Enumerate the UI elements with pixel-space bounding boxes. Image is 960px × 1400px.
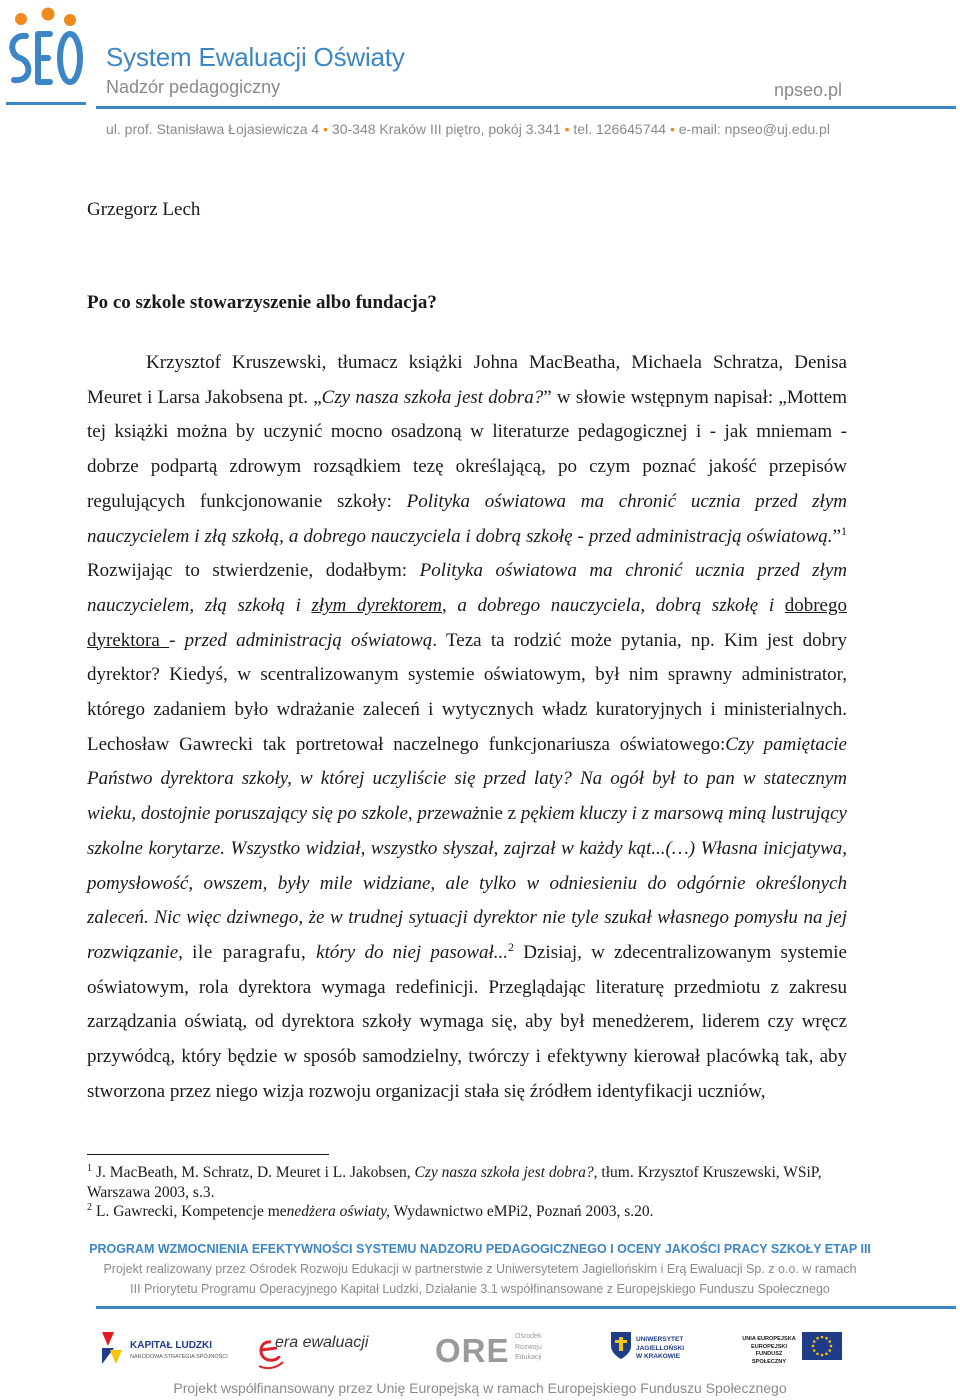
text-run: . Teza ta rodzić może pytania, np. Kim jest dobry dyrektor? Kiedyś, w scentralizowanym systemie oświatowym, był nim sprawny administrator, którego zadaniem było wdrażanie zaleceń i wytycznych władz kuratoryjnych i ministerialnych. Lechosław Gawrecki tak portretował naczelnego funkcjonariusza oświatowego: bbox=[87, 629, 847, 755]
separator-dot: • bbox=[669, 121, 675, 137]
uj-line: W KRAKOWIE bbox=[636, 1353, 681, 1360]
footnote-ref-2[interactable]: 2 bbox=[508, 939, 515, 954]
separator-dot: • bbox=[323, 121, 329, 137]
uj-line: JAGIELLOŃSKI bbox=[636, 1344, 685, 1352]
website-link[interactable]: npseo.pl bbox=[773, 80, 842, 100]
cofinancing-note: Projekt współfinansowany przez Unię Europejską w ramach Europejskiego Funduszu Społecznego bbox=[173, 1380, 787, 1396]
footnote-text: Wydawnictwo eMPi2, Poznań 2003, s.20. bbox=[390, 1203, 654, 1220]
uj-logo bbox=[610, 1330, 700, 1376]
ore-sub-line: Edukacji bbox=[515, 1354, 542, 1361]
program-line: III Priorytetu Programu Operacyjnego Kapitał Ludzki, Działanie 3.1 współfinansowane z Europejskiego Funduszu Społecznego bbox=[130, 1282, 830, 1296]
eu-line: FUNDUSZ SPOŁECZNY bbox=[751, 1351, 787, 1365]
italic-run: - przed administracją oświatową bbox=[169, 629, 433, 651]
address-email[interactable]: e-mail: npseo@uj.edu.pl bbox=[678, 121, 830, 137]
footnote-text: J. MacBeath, M. Schratz, D. Meuret i L. Jakobsen, bbox=[96, 1164, 415, 1181]
brand-subtitle: Nadzór pedagogiczny bbox=[106, 77, 281, 97]
letterhead bbox=[0, 0, 960, 150]
era-ewaluacji-logo bbox=[255, 1328, 385, 1374]
kapital-ludzki-subtitle: NARODOWA STRATEGIA SPÓJNOŚCI bbox=[130, 1354, 228, 1360]
ore-sub-line: Rozwoju bbox=[515, 1343, 542, 1351]
italic-run: , a dobrego nauczyciela, dobrą szkołę i bbox=[442, 594, 785, 616]
quote-run: pękiem kluczy i z marsową miną lustrujący szkolne korytarze. Wszystko widział, wszystko słyszał, zajrzał w każdy kąt...(…) Własna inicjatywa, pomysłowość, owszem, były mile widziane, ale tylko w odniesieniu do odgórnie określonych zaleceń. Nic więc dziwnego, że w trudnej sytuacji dyrektor nie tyle szukał własnego pomysłu na jej rozwiązanie, bbox=[87, 803, 847, 963]
text-run: Rozwijając to stwierdzenie, dodałbym: bbox=[87, 560, 420, 582]
text-run: Krzysztof Kruszewski, tłumacz książki Johna MacBeatha, Michaela Schratza, Denisa Meuret i Larsa Jakobsena pt. „ bbox=[87, 352, 847, 408]
ore-subtitle bbox=[515, 1332, 542, 1364]
header-divider bbox=[96, 106, 956, 109]
ore-sub-line: Ośrodek bbox=[515, 1333, 542, 1340]
era-ewaluacji-name: era ewaluacji bbox=[275, 1334, 369, 1351]
uj-crest-icon bbox=[610, 1330, 632, 1360]
underlined-run: dobrego dyrektora bbox=[87, 594, 847, 651]
footnote-ref-1[interactable]: 1 bbox=[841, 523, 847, 538]
program-info bbox=[0, 1240, 960, 1299]
address-city: 30-348 Kraków III piętro, pokój 3.341 bbox=[331, 121, 561, 137]
underlined-run: złym dyrektorem bbox=[311, 594, 443, 616]
eu-line: EUROPEJSKI bbox=[750, 1343, 788, 1350]
footnote-marker: 1 bbox=[87, 1163, 92, 1174]
footnote-italic: nedżera oświaty, bbox=[286, 1203, 390, 1220]
text-run: ile paragrafu, bbox=[192, 941, 317, 963]
text-run: Dzisiaj, w zdecentralizowanym systemie oświatowym, rola dyrektora wymaga redefinicji. Przeglądając literaturę przedmiotu z zakresu zarządzania oświatą, od dyrektora szkoły wymaga się, aby był menedżerem, liderem czy wręcz przywódcą, który będzie w sposób samodzielny, twórczy i efektywny kierował placówką tak, aby stworzona przez niego wizja rozwoju organizacji stała się źródłem identyfikacji uczniów, bbox=[87, 941, 847, 1102]
text-run: ” bbox=[832, 525, 841, 547]
kapital-ludzki-logo bbox=[100, 1330, 230, 1376]
footnote-marker: 2 bbox=[87, 1202, 92, 1213]
quote-run: który do niej pasował... bbox=[316, 941, 509, 963]
document-title: Po co szkole stowarzyszenie albo fundacja? bbox=[87, 292, 437, 313]
eu-flag-icon bbox=[802, 1332, 842, 1360]
italic-run: Czy nasza szkoła jest dobra? bbox=[321, 386, 544, 408]
uj-name bbox=[636, 1336, 684, 1362]
text-run: ” w słowie wstępnym napisał: „Mottem tej książki można by uczynić mocno osadzoną w literaturze pedagogicznej i - jak mniemam - dobrze podpartą zdrowym rozsądkiem tezę określającą, po czym poznać jakość przepisów regulujących funkcjonowanie szkoły: bbox=[87, 386, 848, 512]
italic-run: Polityka oświatowa ma chronić ucznia przed złym nauczycielem i złą szkołą, a dobrego nauczyciela i dobrą szkołę - przed administracją oświatową. bbox=[87, 490, 847, 547]
footnote-text: L. Gawrecki, Kompetencje me bbox=[96, 1203, 287, 1220]
author-name: Grzegorz Lech bbox=[87, 199, 201, 220]
footnote-separator bbox=[87, 1154, 329, 1155]
separator-dot: • bbox=[564, 121, 570, 137]
italic-run: Polityka oświatowa ma chronić ucznia przed złym nauczycielem, złą szkołą i bbox=[87, 560, 847, 616]
uj-line: UNIWERSYTET bbox=[636, 1336, 684, 1343]
main-paragraph bbox=[87, 346, 847, 1109]
kapital-ludzki-icon bbox=[100, 1330, 124, 1366]
eu-name bbox=[740, 1336, 798, 1366]
footnote-italic: Czy nasza szkoła jest dobra?, bbox=[414, 1164, 598, 1181]
footnote-2 bbox=[87, 1202, 847, 1222]
eu-logo bbox=[740, 1332, 850, 1372]
kapital-ludzki-name: KAPITAŁ LUDZKI bbox=[130, 1340, 213, 1351]
footer-divider bbox=[96, 1306, 956, 1309]
program-title: PROGRAM WZMOCNIENIA EFEKTYWNOŚCI SYSTEMU NADZORU PEDAGOGICZNEGO I OCENY JAKOŚCI PRACY SZKOŁY ETAP III bbox=[89, 1242, 871, 1256]
footnote-1 bbox=[87, 1163, 847, 1202]
eu-line: UNIA EUROPEJSKA bbox=[742, 1336, 796, 1342]
seo-logo bbox=[4, 6, 86, 110]
contact-address bbox=[106, 121, 830, 137]
program-line: Projekt realizowany przez Ośrodek Rozwoju Edukacji w partnerstwie z Uniwersytetem Jagiellońskim i Erą Ewaluacji Sp. z o.o. w ramach bbox=[103, 1262, 857, 1276]
partner-logos bbox=[0, 1318, 960, 1378]
footnote-text: tłum. Krzysztof Kruszewski, WSiP, Warszawa 2003, s.3. bbox=[87, 1164, 822, 1201]
address-street: ul. prof. Stanisława Łojasiewicza 4 bbox=[106, 121, 320, 137]
ore-logo bbox=[435, 1332, 575, 1372]
brand-title: System Ewaluacji Oświaty bbox=[106, 42, 405, 72]
quote-run: Czy pamiętacie Państwo dyrektora szkoły, w której uczyliście się przed laty? Na ogół był to pan w statecznym wieku, dostojnie poruszający się po szkole, przeważ bbox=[87, 733, 847, 825]
ore-wordmark: ORE bbox=[435, 1332, 510, 1369]
text-run: nie z bbox=[479, 803, 521, 825]
address-phone: tel. 126645744 bbox=[573, 121, 667, 137]
footnotes bbox=[87, 1163, 847, 1222]
